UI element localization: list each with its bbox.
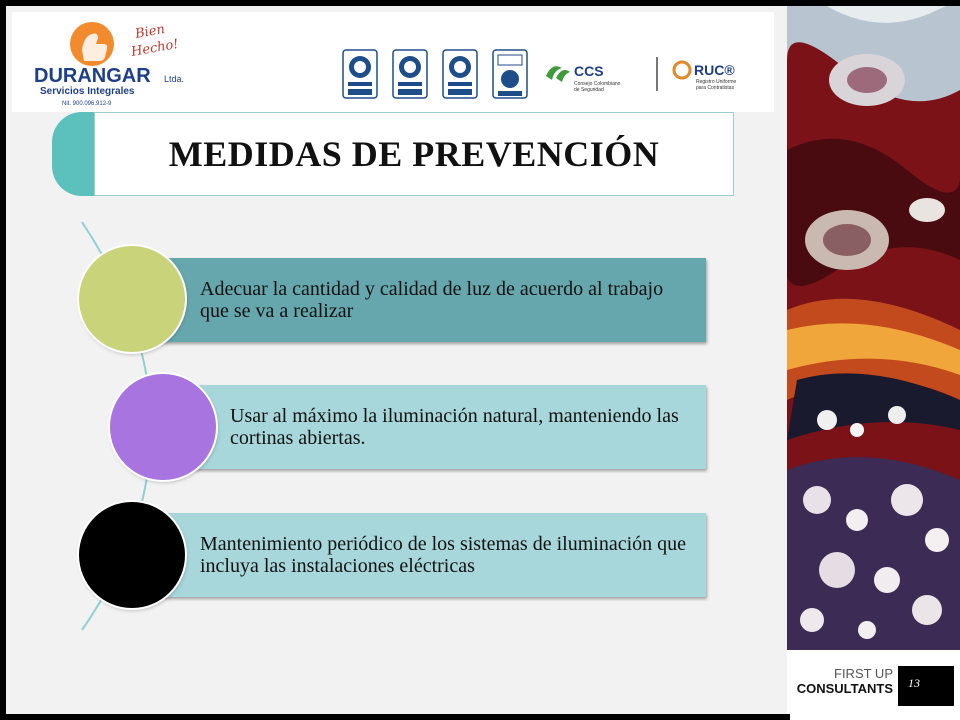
ccs-logo bbox=[542, 54, 642, 94]
prevention-item-2-text: Usar al máximo la iluminación natural, manteniendo las cortinas abiertas. bbox=[230, 405, 679, 449]
icontec-norma-badge bbox=[492, 49, 528, 99]
prevention-item-3-text: Mantenimiento periódico de los sistemas de iluminación que incluya las instalaciones eléctricas bbox=[200, 533, 687, 577]
frame-top bbox=[0, 0, 960, 6]
ruc-logo-text: RUC® bbox=[694, 62, 735, 78]
prevention-item-2 bbox=[160, 385, 706, 469]
prevention-item-1 bbox=[130, 258, 706, 342]
logo-tagline: Servicios Integrales bbox=[40, 86, 135, 97]
durangar-logo bbox=[32, 16, 202, 108]
ruc-logo-subtext: Registro Uniforme bbox=[696, 79, 737, 85]
logo-nit: Nit. 900.096.912-9 bbox=[62, 101, 112, 107]
ccs-logo-text: CCS bbox=[574, 63, 604, 79]
icontec-iso9001-badge bbox=[342, 49, 378, 99]
decorative-marble-art bbox=[787, 0, 960, 650]
footer-brand bbox=[787, 650, 960, 720]
frame-left bbox=[0, 0, 6, 720]
logo-brand: DURANGAR bbox=[34, 65, 151, 87]
header-logo-strip bbox=[12, 12, 774, 112]
brand-wordmark bbox=[791, 666, 893, 696]
page-number: 13 bbox=[898, 666, 954, 706]
prevention-item-3-bullet bbox=[79, 502, 185, 608]
icontec-iso14001-badge bbox=[392, 49, 428, 99]
logo-brand-suffix: Ltda. bbox=[164, 74, 185, 84]
frame-bottom bbox=[0, 714, 790, 720]
prevention-item-2-bullet bbox=[110, 374, 216, 480]
certification-badges bbox=[342, 46, 762, 102]
prevention-item-1-bullet bbox=[79, 246, 185, 352]
brand-line2: CONSULTANTS bbox=[796, 681, 893, 696]
logo-slogan-2: Hecho! bbox=[130, 36, 180, 60]
prevention-item-1-text: Adecuar la cantidad y calidad de luz de acuerdo al trabajo que se va a realizar bbox=[200, 278, 664, 322]
prevention-item-3 bbox=[130, 513, 706, 597]
svg-text:para Contratistas: para Contratistas bbox=[696, 85, 735, 91]
brand-line1: FIRST UP bbox=[834, 666, 893, 681]
icontec-ohsas18001-badge bbox=[442, 49, 478, 99]
title-banner bbox=[94, 112, 734, 196]
logo-slogan: Bien bbox=[134, 21, 167, 42]
svg-text:de Seguridad: de Seguridad bbox=[574, 87, 604, 93]
logo-divider bbox=[656, 57, 658, 91]
ruc-logo bbox=[672, 54, 762, 94]
ccs-logo-subtext: Consejo Colombiano bbox=[574, 81, 621, 87]
page-title: MEDIDAS DE PREVENCIÓN bbox=[168, 134, 660, 174]
